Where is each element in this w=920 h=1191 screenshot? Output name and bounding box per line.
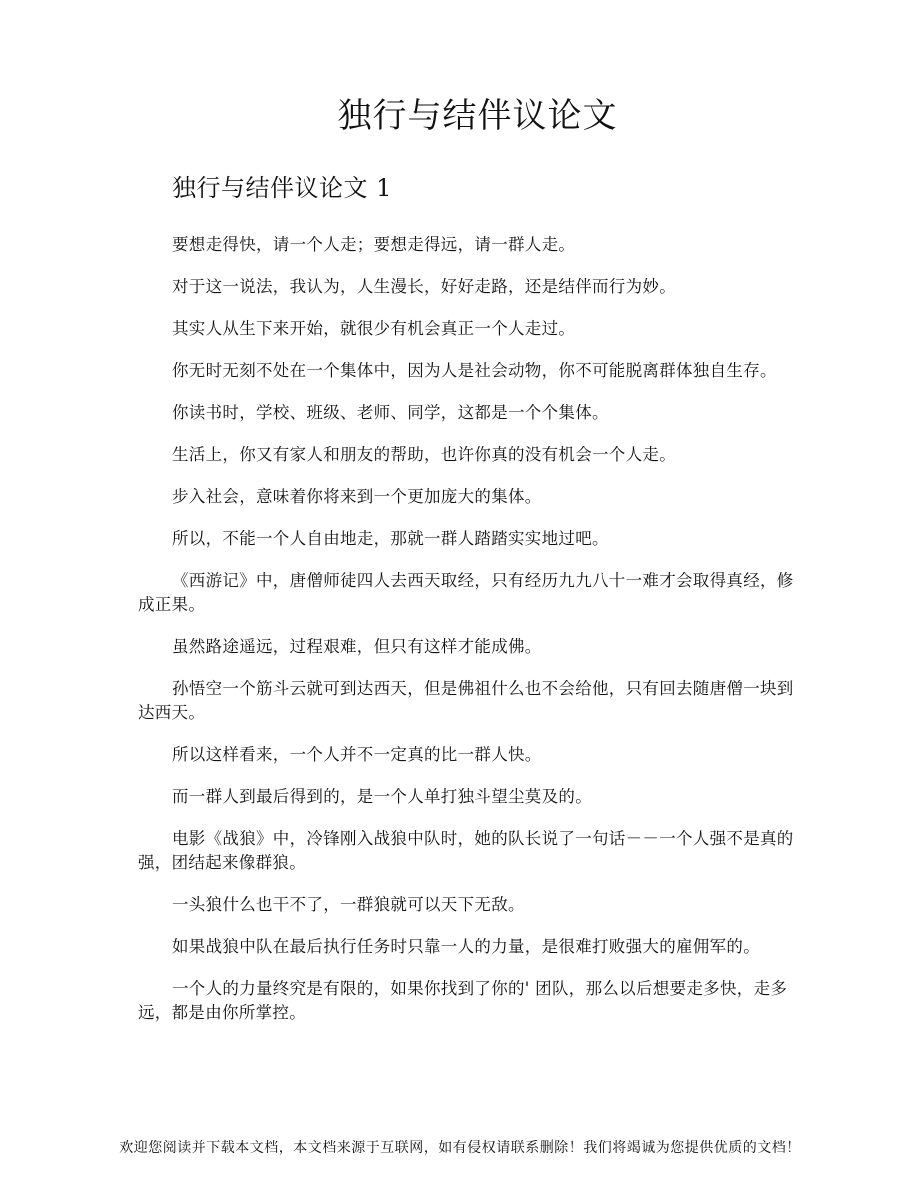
- paragraph: 一个人的力量终究是有限的，如果你找到了你的' 团队，那么以后想要走多快，走多远，都是由你所掌控。: [138, 979, 788, 1022]
- paragraph: 而一群人到最后得到的，是一个人单打独斗望尘莫及的。: [172, 787, 592, 806]
- paragraph: 虽然路途遥远，过程艰难，但只有这样才能成佛。: [172, 637, 542, 656]
- paragraph: 生活上，你又有家人和朋友的帮助，也许你真的没有机会一个人走。: [172, 445, 676, 464]
- document-title: 独行与结伴议论文: [337, 96, 618, 136]
- paragraph: 步入社会，意味着你将来到一个更加庞大的集体。: [172, 487, 542, 506]
- paragraph: 电影《战狼》中，冷锋刚入战狼中队时，她的队长说了一句话－－一个人强不是真的强，团结起来像群狼。: [138, 829, 794, 872]
- document-body: [138, 233, 794, 1043]
- section-title: 独行与结伴议论文 1: [172, 174, 392, 202]
- paragraph: 所以，不能一个人自由地走，那就一群人踏踏实实地过吧。: [172, 529, 609, 548]
- paragraph: 《西游记》中，唐僧师徒四人去西天取经，只有经历九九八十一难才会取得真经，修成正果。: [138, 571, 794, 614]
- paragraph: 其实人从生下来开始，就很少有机会真正一个人走过。: [172, 319, 576, 338]
- footer-disclaimer: 欢迎您阅读并下载本文档，本文档来源于互联网，如有侵权请联系删除！我们将竭诚为您提供优质的文档！: [119, 1140, 801, 1156]
- paragraph: 一头狼什么也干不了，一群狼就可以天下无敌。: [172, 895, 525, 914]
- paragraph: 如果战狼中队在最后执行任务时只靠一人的力量，是很难打败强大的雇佣军的。: [172, 937, 760, 956]
- paragraph: 你读书时，学校、班级、老师、同学，这都是一个个集体。: [172, 403, 609, 422]
- paragraph: 对于这一说法，我认为，人生漫长，好好走路，还是结伴而行为妙。: [172, 277, 676, 296]
- paragraph: 你无时无刻不处在一个集体中，因为人是社会动物，你不可能脱离群体独自生存。: [172, 361, 777, 380]
- paragraph: 孙悟空一个筋斗云就可到达西天，但是佛祖什么也不会给他，只有回去随唐僧一块到达西天。: [138, 679, 794, 722]
- paragraph: 要想走得快，请一个人走；要想走得远，请一群人走。: [172, 235, 576, 254]
- paragraph: 所以这样看来，一个人并不一定真的比一群人快。: [172, 745, 542, 764]
